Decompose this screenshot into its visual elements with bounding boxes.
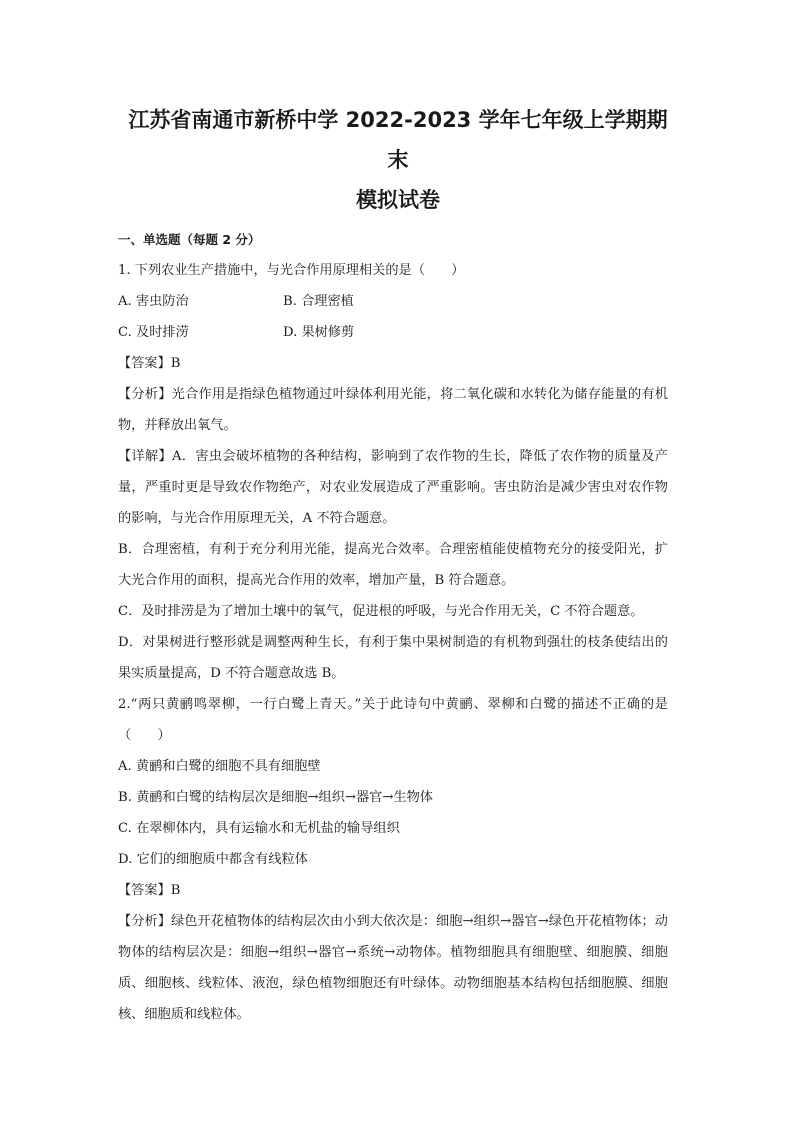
detail-a: 【详解】A．害虫会破坏植物的各种结构，影响到了农作物的生长，降低了农作物的质量及产量，严重时更是导致农作物绝产，对农业发展造成了严重影响。害虫防治是减少害虫对农作物的影响，与光合作用原理无关，A 不符合题意。 [118, 449, 668, 526]
options-row [118, 317, 668, 348]
detail-d: D．对果树进行整形就是调整两种生长，有利于集中果树制造的有机物到强壮的枝条使结出的果实质量提高，D 不符合题意故选 B。 [118, 635, 668, 681]
analysis: 【分析】绿色开花植物体的结构层次由小到大依次是：细胞→组织→器官→绿色开花植物体；动物体的结构层次是：细胞→组织→器官→系统→动物体。植物细胞具有细胞壁、细胞膜、细胞质、细胞核、线粒体、液泡，绿色植物细胞还有叶绿体。动物细胞基本结构包括细胞膜、细胞核、细胞质和线粒体。 [118, 914, 668, 1022]
question-2 [118, 689, 668, 1030]
analysis: 【分析】光合作用是指绿色植物通过叶绿体利用光能，将二氧化碳和水转化为储存能量的有机物，并释放出氧气。 [118, 387, 668, 433]
option-b: B. 黄鹂和白鹭的结构层次是细胞→组织→器官→生物体 [118, 790, 433, 805]
options-row [118, 286, 668, 317]
page-title [118, 100, 678, 220]
answer: 【答案】B [118, 356, 181, 371]
section-heading: 一、单选题（每题 2 分） [118, 232, 261, 247]
detail-c: C．及时排涝是为了增加土壤中的氧气，促进根的呼吸，与光合作用无关，C 不符合题意。 [118, 604, 644, 619]
option-a: A. 黄鹂和白鹭的细胞不具有细胞壁 [118, 759, 321, 774]
option-c: C. 及时排涝 [118, 325, 189, 340]
detail-b: B．合理密植，有利于充分利用光能，提高光合效率。合理密植能使植物充分的接受阳光，扩大光合作用的面积，提高光合作用的效率，增加产量，B 符合题意。 [118, 542, 668, 588]
question-stem: 1. 下列农业生产措施中，与光合作用原理相关的是（ ） [118, 263, 465, 278]
option-c: C. 在翠柳体内，具有运输水和无机盐的输导组织 [118, 821, 400, 836]
title-line-1: 江苏省南通市新桥中学 2022-2023 学年七年级上学期期末 [128, 108, 668, 172]
option-d: D. 果树修剪 [283, 325, 355, 340]
option-a: A. 害虫防治 [118, 294, 189, 309]
title-line-2: 模拟试卷 [356, 188, 440, 212]
answer: 【答案】B [118, 883, 181, 898]
option-b: B. 合理密植 [283, 294, 354, 309]
question-stem: 2.“两只黄鹂鸣翠柳，一行白鹭上青天。”关于此诗句中黄鹂、翠柳和白鹭的描述不正确的是（ ） [118, 697, 668, 743]
question-1 [118, 255, 668, 689]
option-d: D. 它们的细胞质中都含有线粒体 [118, 852, 308, 867]
